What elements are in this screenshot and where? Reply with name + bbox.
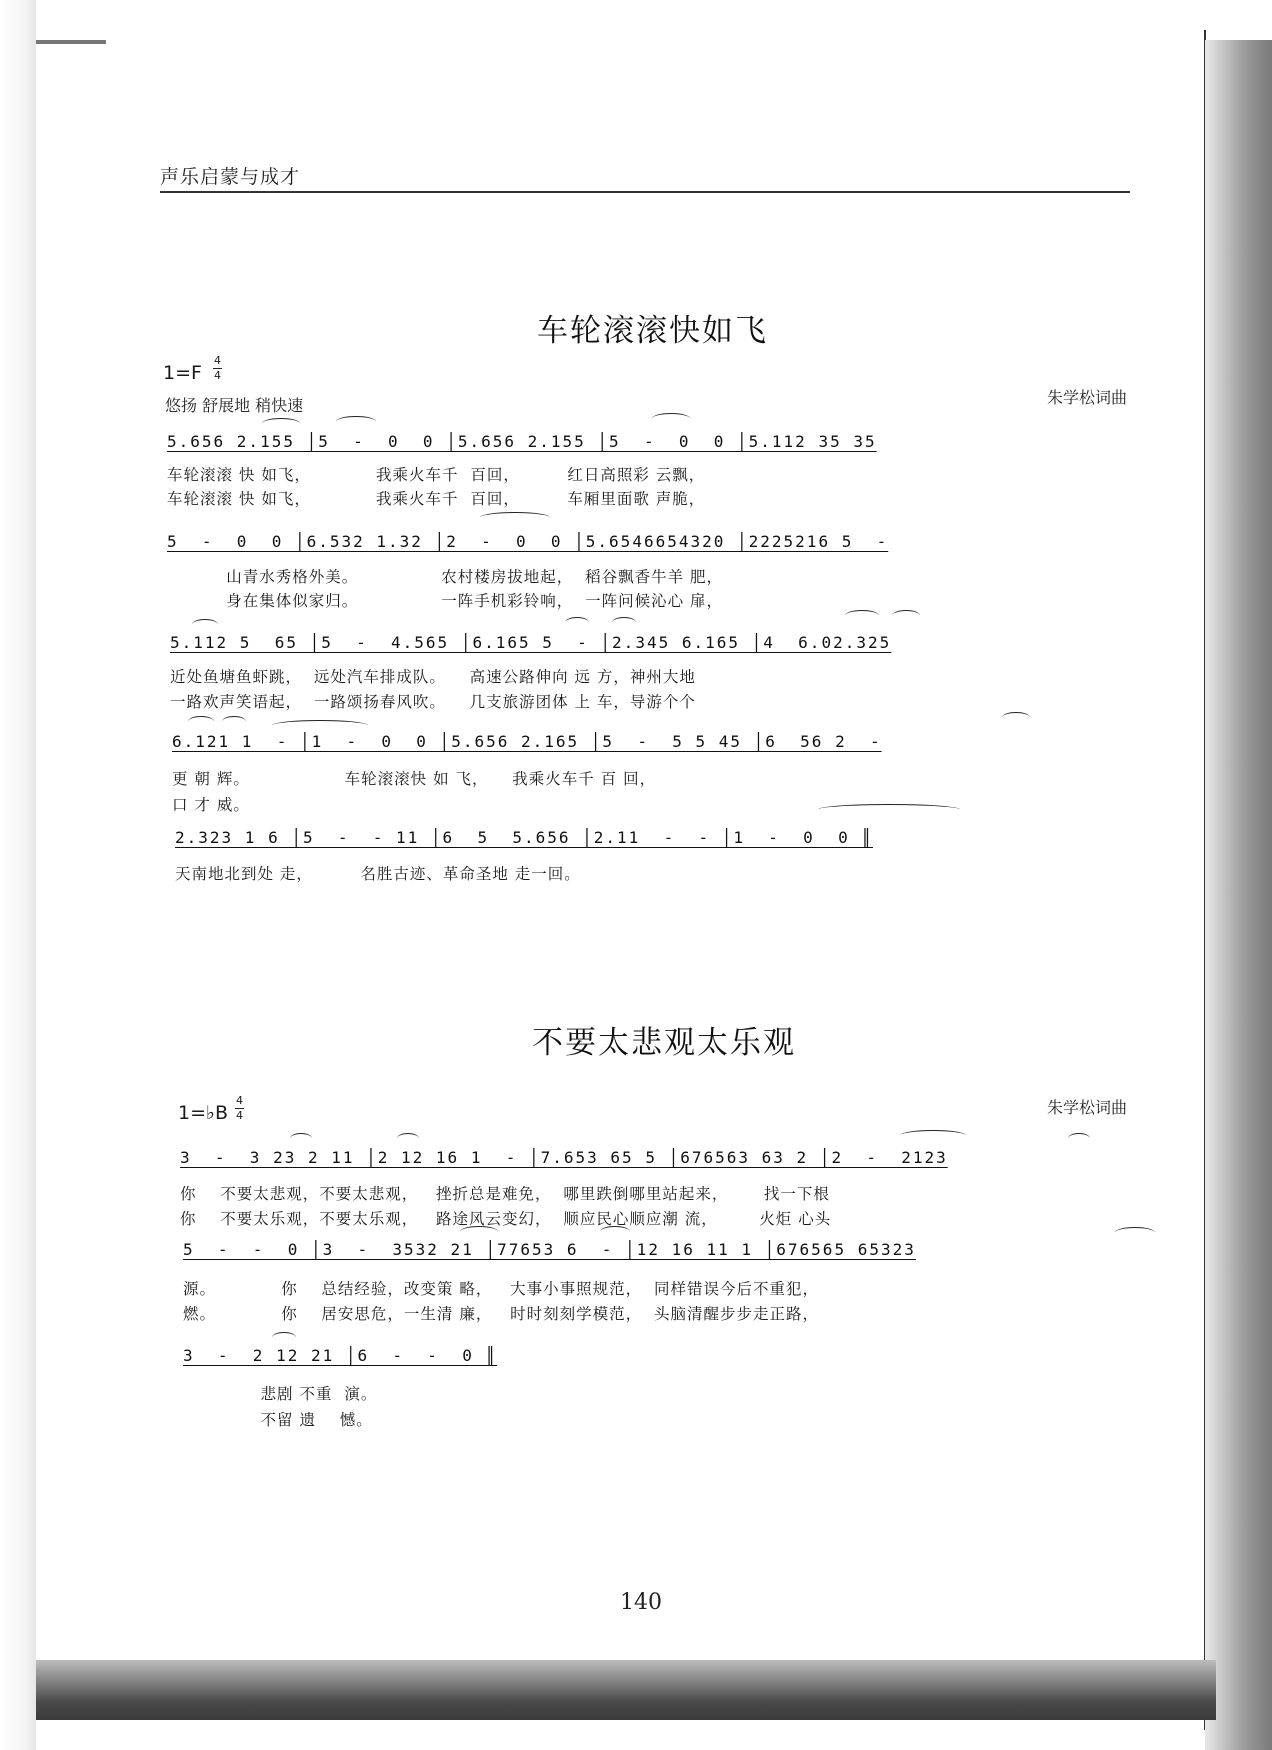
slur (892, 610, 920, 621)
header-rule (160, 191, 1130, 193)
lyric-line-verse-1: 山青水秀格外美。 农村楼房拔地起， 稻谷飘香牛羊 肥， (167, 568, 724, 586)
slur (1002, 712, 1030, 723)
lyric-line-verse-2: 身在集体似家归。 一阵手机彩铃响， 一阵问候沁心 扉， (167, 592, 724, 610)
lyric-line-verse-1: 更 朝 辉。 车轮滚滚快 如 飞， 我乘火车千 百 回， (172, 770, 657, 788)
lyric-line-verse-1: 源。 你 总结经验，改变策 略， 大事小事照规范， 同样错误今后不重犯， (183, 1280, 819, 1298)
lyric-line-verse-2: 不留 遗 憾。 (225, 1411, 373, 1429)
composer-credit: 朱学松词曲 (1047, 1098, 1128, 1117)
slur (460, 1226, 498, 1237)
slur (900, 1130, 966, 1141)
slur (565, 617, 589, 628)
song-title: 不要太悲观太乐观 (532, 1025, 796, 1061)
song-title: 车轮滚滚快如飞 (537, 313, 768, 349)
tempo-marking: 悠扬 舒展地 稍快速 (165, 396, 304, 415)
slur (612, 617, 636, 628)
slur (818, 804, 960, 815)
notation-line: 6.121 1 - │1 - 0 0 │5.656 2.165 │5 - 5 5 45 │6 56 2 - (172, 732, 882, 751)
time-signature: 4 4 (236, 1094, 243, 1122)
slur (290, 1133, 312, 1144)
notation-line: 5 - - 0 │3 - 3532 21 │77653 6 - │12 16 11 1 │676565 65323 (183, 1240, 916, 1259)
notation-line: 5.656 2.155 │5 - 0 0 │5.656 2.155 │5 - 0 0 │5.112 35 35 (167, 432, 877, 451)
lyric-line-verse-1: 你 不要太悲观，不要太悲观， 挫折总是难免， 哪里跌倒哪里站起来， 找一下根 (180, 1185, 830, 1203)
lyric-line-verse-1: 天南地北到处 走， 名胜古迹、革命圣地 走一回。 (175, 865, 581, 883)
page-number: 140 (620, 1590, 662, 1615)
lyric-line-verse-2: 口 才 威。 (172, 796, 250, 814)
slur (480, 512, 550, 523)
slur (1115, 1227, 1155, 1238)
slur (272, 1332, 296, 1343)
lyric-line-verse-2: 燃。 你 居安思危，一生清 廉， 时时刻刻学模范， 头脑清醒步步走正路， (183, 1305, 819, 1323)
notation-line: 3 - 2 12 21 │6 - - 0 ║ (183, 1346, 498, 1365)
key-signature: 1=F (163, 362, 202, 384)
slur (652, 413, 690, 424)
slur (397, 1133, 419, 1144)
time-signature: 4 4 (214, 354, 221, 382)
notation-line: 2.323 1 6 │5 - - 11 │6 5 5.656 │2.11 - - │1 - 0 0 ║ (175, 828, 873, 847)
slur (845, 610, 879, 621)
scan-left-margin (0, 0, 36, 1750)
notation-line: 3 - 3 23 2 11 │2 12 16 1 - │7.653 65 5 │676563 63 2 │2 - 2123 (180, 1148, 948, 1167)
key-signature: 1=♭B (178, 1102, 229, 1124)
slur (188, 716, 214, 727)
lyric-line-verse-1: 车轮滚滚 快 如飞， 我乘火车千 百回， 红日高照彩 云飘， (167, 466, 706, 484)
scan-bottom-shadow (36, 1660, 1216, 1720)
slur (222, 716, 246, 727)
slur (600, 1226, 630, 1237)
slur (336, 416, 376, 427)
lyric-line-verse-2: 你 不要太乐观，不要太乐观， 路途风云变幻， 顺应民心顺应潮 流， 火炬 心头 (180, 1210, 832, 1228)
slur (272, 720, 368, 731)
lyric-line-verse-2: 一路欢声笑语起， 一路颂扬春风吹。 几支旅游团体 上 车，导游个个 (170, 693, 696, 711)
slur (192, 619, 218, 630)
lyric-line-verse-1: 悲剧 不重 演。 (225, 1385, 378, 1403)
scan-right-shadow (1205, 40, 1272, 1750)
scan-top-mark (36, 40, 106, 44)
composer-credit: 朱学松词曲 (1047, 388, 1128, 407)
slur (1068, 1133, 1090, 1144)
slur (262, 418, 300, 429)
notation-line: 5.112 5 65 │5 - 4.565 │6.165 5 - │2.345 6.165 │4 6.02.325 (170, 633, 892, 652)
lyric-line-verse-2: 车轮滚滚 快 如飞， 我乘火车千 百回， 车厢里面歌 声脆， (167, 490, 706, 508)
notation-line: 5 - 0 0 │6.532 1.32 │2 - 0 0 │5.6546654320 │2225216 5 - (167, 532, 889, 551)
running-head: 声乐启蒙与成才 (160, 166, 301, 188)
lyric-line-verse-1: 近处鱼塘鱼虾跳， 远处汽车排成队。 高速公路伸向 远 方，神州大地 (170, 668, 696, 686)
